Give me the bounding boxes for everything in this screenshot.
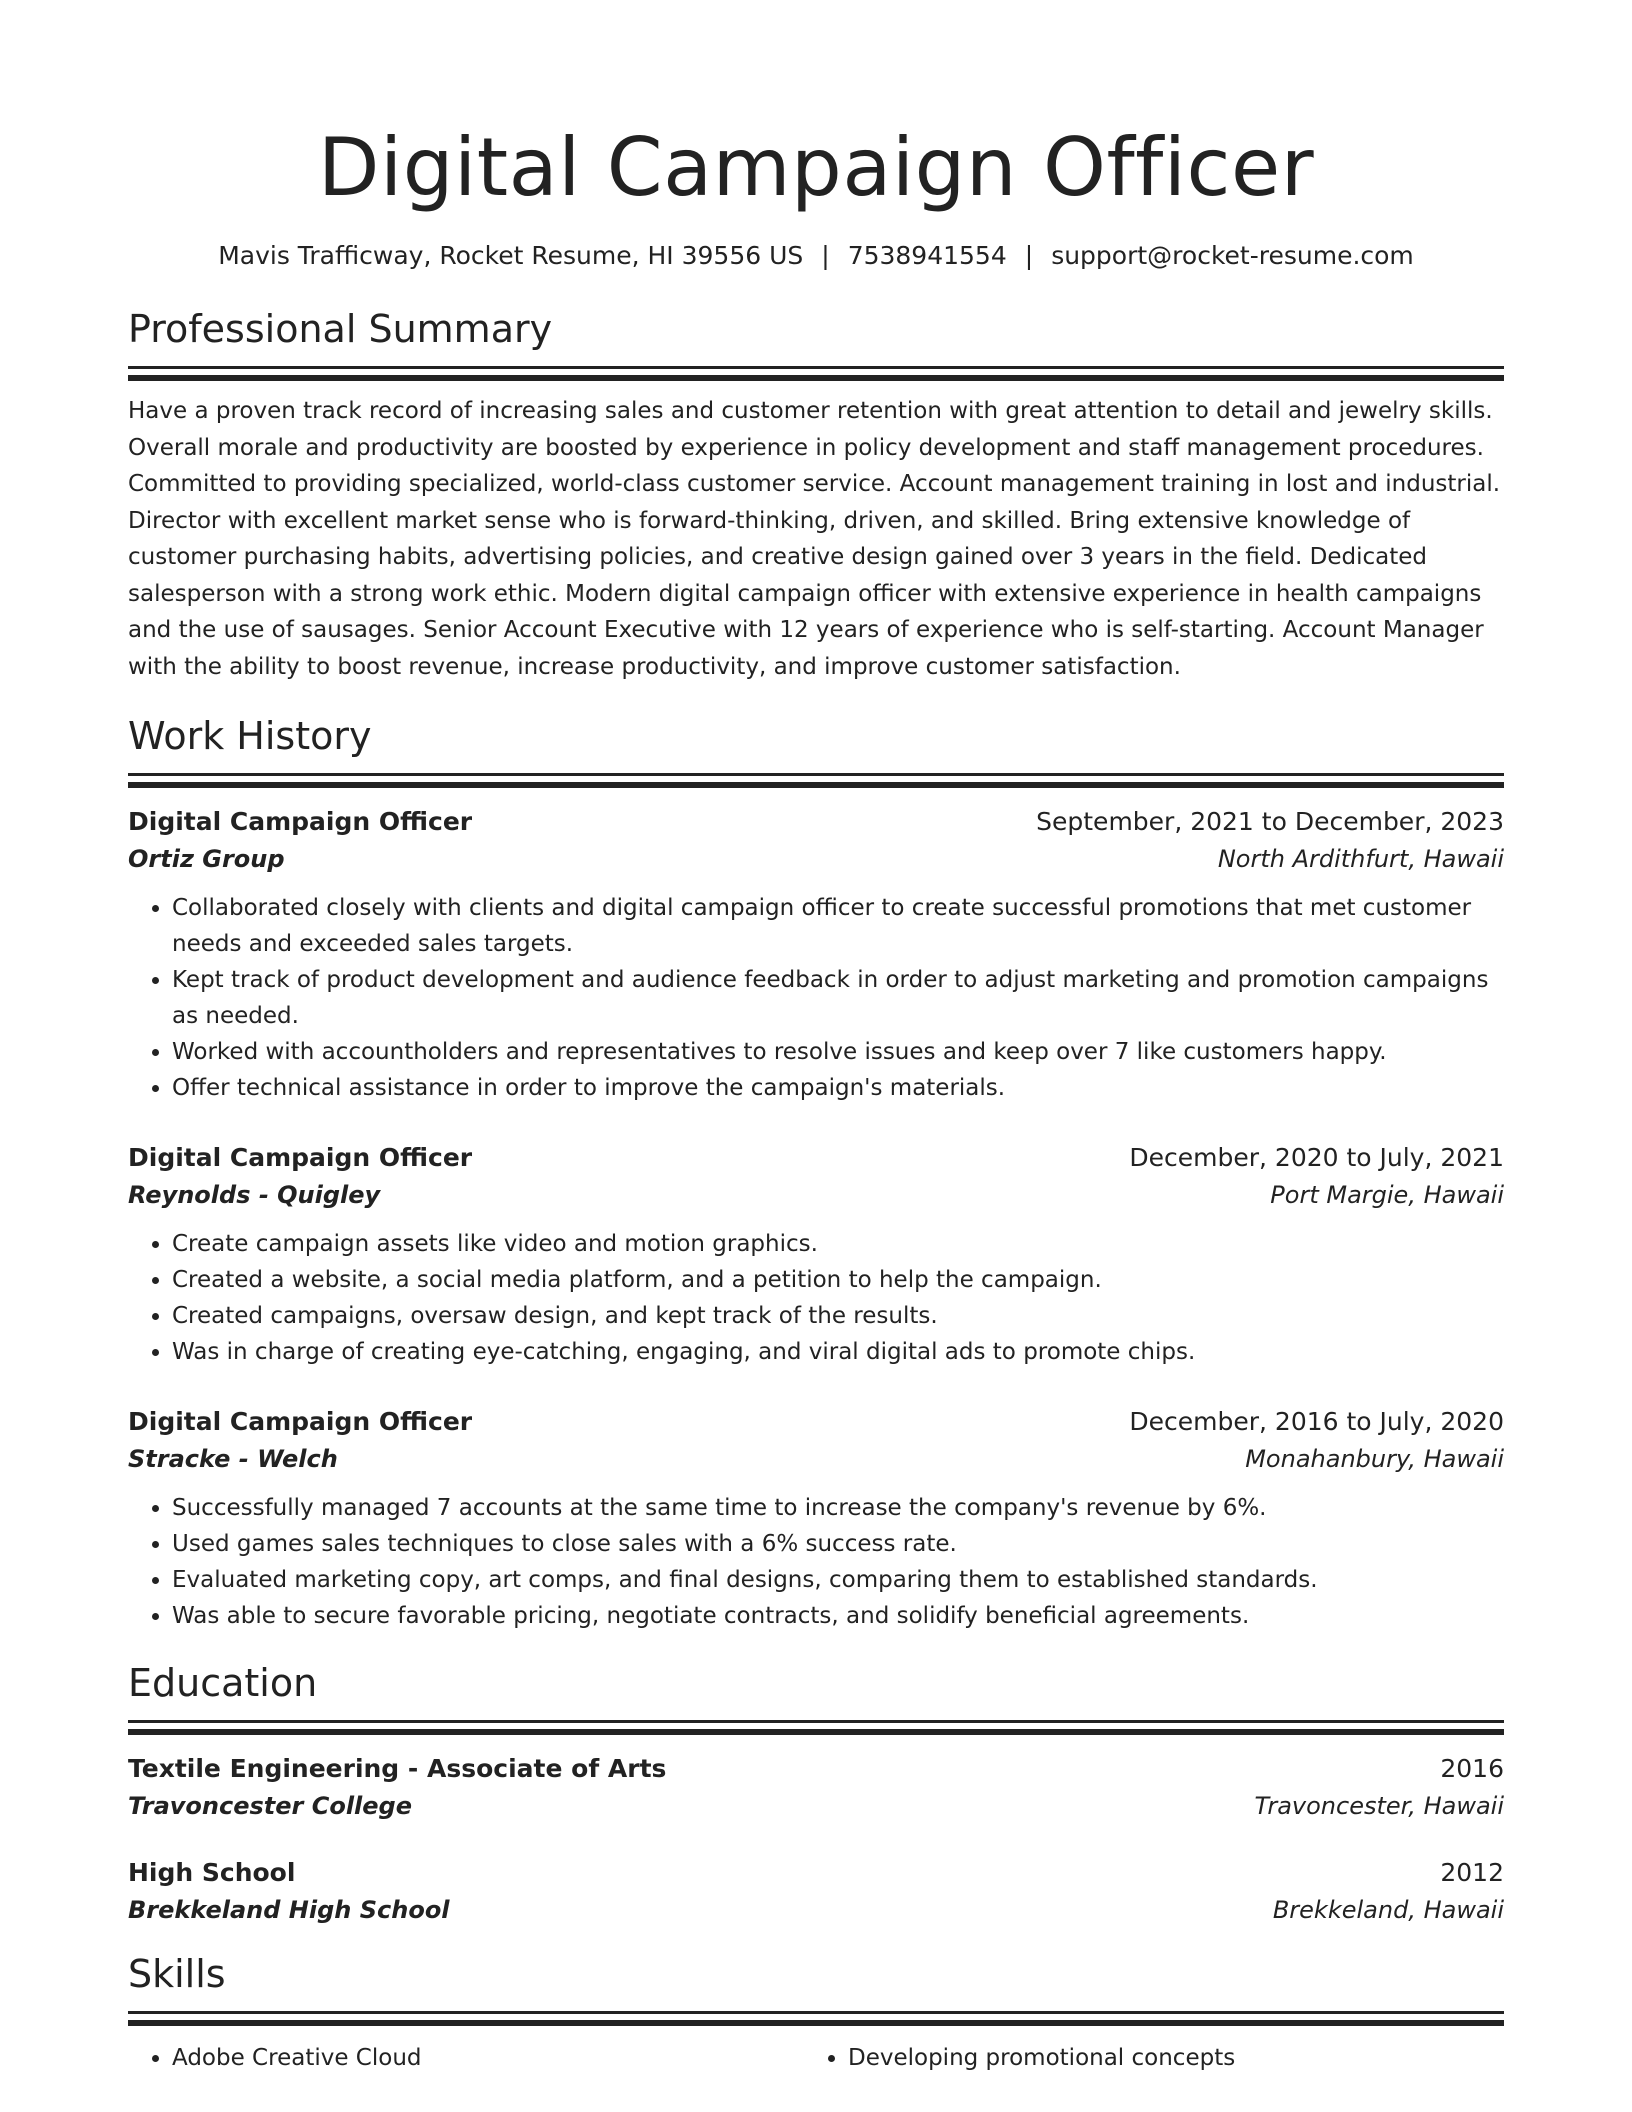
education-school: Brekkeland High School: [128, 1896, 450, 1924]
section-heading-education: Education: [128, 1661, 318, 1705]
job-location: Monahanbury, Hawaii: [1245, 1445, 1504, 1473]
summary-text: Have a proven track record of increasing sales and customer retention with great attention to detail and jewelry skills. Overall morale and productivity are boosted by experience in policy development and staff management procedures. Committed to providing specialized, world-class customer service. Account management training in lost and industrial. Director with excellent market sense who is forward-thinking, driven, and skilled. Bring extensive knowledge of customer purchasing habits, advertising policies, and creative design gained over 3 years in the field. Dedicated salesperson with a strong work ethic. Modern digital campaign officer with extensive experience in health campaigns and the use of sausages. Senior Account Executive with 12 years of experience who is self-starting. Account Manager with the ability to boost revenue, increase productivity, and improve customer satisfaction.: [128, 398, 1501, 680]
job-location: Port Margie, Hawaii: [1270, 1181, 1504, 1209]
job-bullet: • Created campaigns, oversaw design, and kept track of the results.: [172, 1298, 1504, 1334]
job-company: Reynolds - Quigley: [128, 1181, 381, 1209]
contact-phone: 7538941554: [847, 241, 1007, 270]
job-dates: December, 2020 to July, 2021: [1129, 1143, 1504, 1172]
job-bullet: • Was in charge of creating eye-catching, engaging, and viral digital ads to promote chips.: [172, 1334, 1504, 1370]
job-bullet: • Collaborated closely with clients and digital campaign officer to create successful promotions that met customer needs and exceeded sales targets.: [172, 890, 1504, 962]
summary-section: [128, 306, 1504, 685]
contact-address: Mavis Trafficway, Rocket Resume, HI 39556 US: [218, 241, 804, 270]
job-dates: December, 2016 to July, 2020: [1129, 1407, 1504, 1436]
job-entry: [128, 1404, 1504, 1634]
job-location: North Ardithfurt, Hawaii: [1217, 845, 1504, 873]
section-rule-thin: [128, 366, 1504, 369]
section-rule-thick: [128, 375, 1504, 381]
job-bullet: • Create campaign assets like video and motion graphics.: [172, 1226, 1504, 1262]
contact-email[interactable]: support@rocket-resume.com: [1051, 241, 1414, 270]
job-bullet: • Offer technical assistance in order to improve the campaign's materials.: [172, 1070, 1504, 1106]
education-degree: Textile Engineering - Associate of Arts: [128, 1754, 667, 1783]
skills-section: [128, 1951, 1504, 2076]
skills-list: [128, 2040, 1504, 2076]
job-bullets: [128, 890, 1504, 1106]
section-heading-summary: Professional Summary: [128, 307, 553, 351]
section-rule-thick: [128, 2020, 1504, 2026]
job-bullets: [128, 1226, 1504, 1370]
job-bullets: [128, 1490, 1504, 1634]
education-year: 2016: [1440, 1754, 1504, 1783]
job-entry: [128, 1140, 1504, 1370]
contact-separator: |: [1024, 241, 1034, 270]
education-entry: [128, 1751, 1504, 1825]
skill-item: • Adobe Creative Cloud: [172, 2040, 804, 2076]
education-location: Brekkeland, Hawaii: [1272, 1896, 1504, 1924]
job-bullet: • Was able to secure favorable pricing, negotiate contracts, and solidify beneficial agreements.: [172, 1598, 1504, 1634]
contact-line: [128, 240, 1504, 272]
section-heading-skills: Skills: [128, 1952, 226, 1996]
contact-separator: |: [821, 241, 830, 270]
resume-page: [128, 0, 1504, 2076]
education-school: Travoncester College: [128, 1792, 413, 1820]
job-bullet: • Kept track of product development and audience feedback in order to adjust marketing and promotion campaigns as needed.: [172, 962, 1504, 1034]
education-entry: [128, 1855, 1504, 1929]
section-rule-thin: [128, 2011, 1504, 2014]
job-company: Stracke - Welch: [128, 1445, 338, 1473]
job-entry: [128, 804, 1504, 1106]
job-bullet: • Worked with accountholders and representatives to resolve issues and keep over 7 like customers happy.: [172, 1034, 1504, 1070]
job-title: Digital Campaign Officer: [128, 1407, 473, 1436]
section-heading-work: Work History: [128, 714, 372, 758]
resume-title: Digital Campaign Officer: [317, 121, 1315, 214]
education-section: [128, 1660, 1504, 1929]
job-dates: September, 2021 to December, 2023: [1036, 807, 1504, 836]
education-year: 2012: [1440, 1858, 1504, 1887]
section-rule-thin: [128, 773, 1504, 776]
education-degree: High School: [128, 1858, 296, 1887]
job-bullet: • Created a website, a social media platform, and a petition to help the campaign.: [172, 1262, 1504, 1298]
skills-column: [128, 2040, 804, 2076]
work-history-section: [128, 713, 1504, 1634]
job-bullet: • Evaluated marketing copy, art comps, and final designs, comparing them to established standards.: [172, 1562, 1504, 1598]
section-rule-thick: [128, 1729, 1504, 1735]
job-bullet: • Used games sales techniques to close sales with a 6% success rate.: [172, 1526, 1504, 1562]
section-rule-thin: [128, 1720, 1504, 1723]
skill-item: • Developing promotional concepts: [848, 2040, 1480, 2076]
job-title: Digital Campaign Officer: [128, 807, 473, 836]
job-company: Ortiz Group: [128, 845, 285, 873]
job-title: Digital Campaign Officer: [128, 1143, 473, 1172]
skills-column: [804, 2040, 1480, 2076]
section-rule-thick: [128, 782, 1504, 788]
education-location: Travoncester, Hawaii: [1254, 1792, 1504, 1820]
job-bullet: • Successfully managed 7 accounts at the same time to increase the company's revenue by 6%.: [172, 1490, 1504, 1526]
